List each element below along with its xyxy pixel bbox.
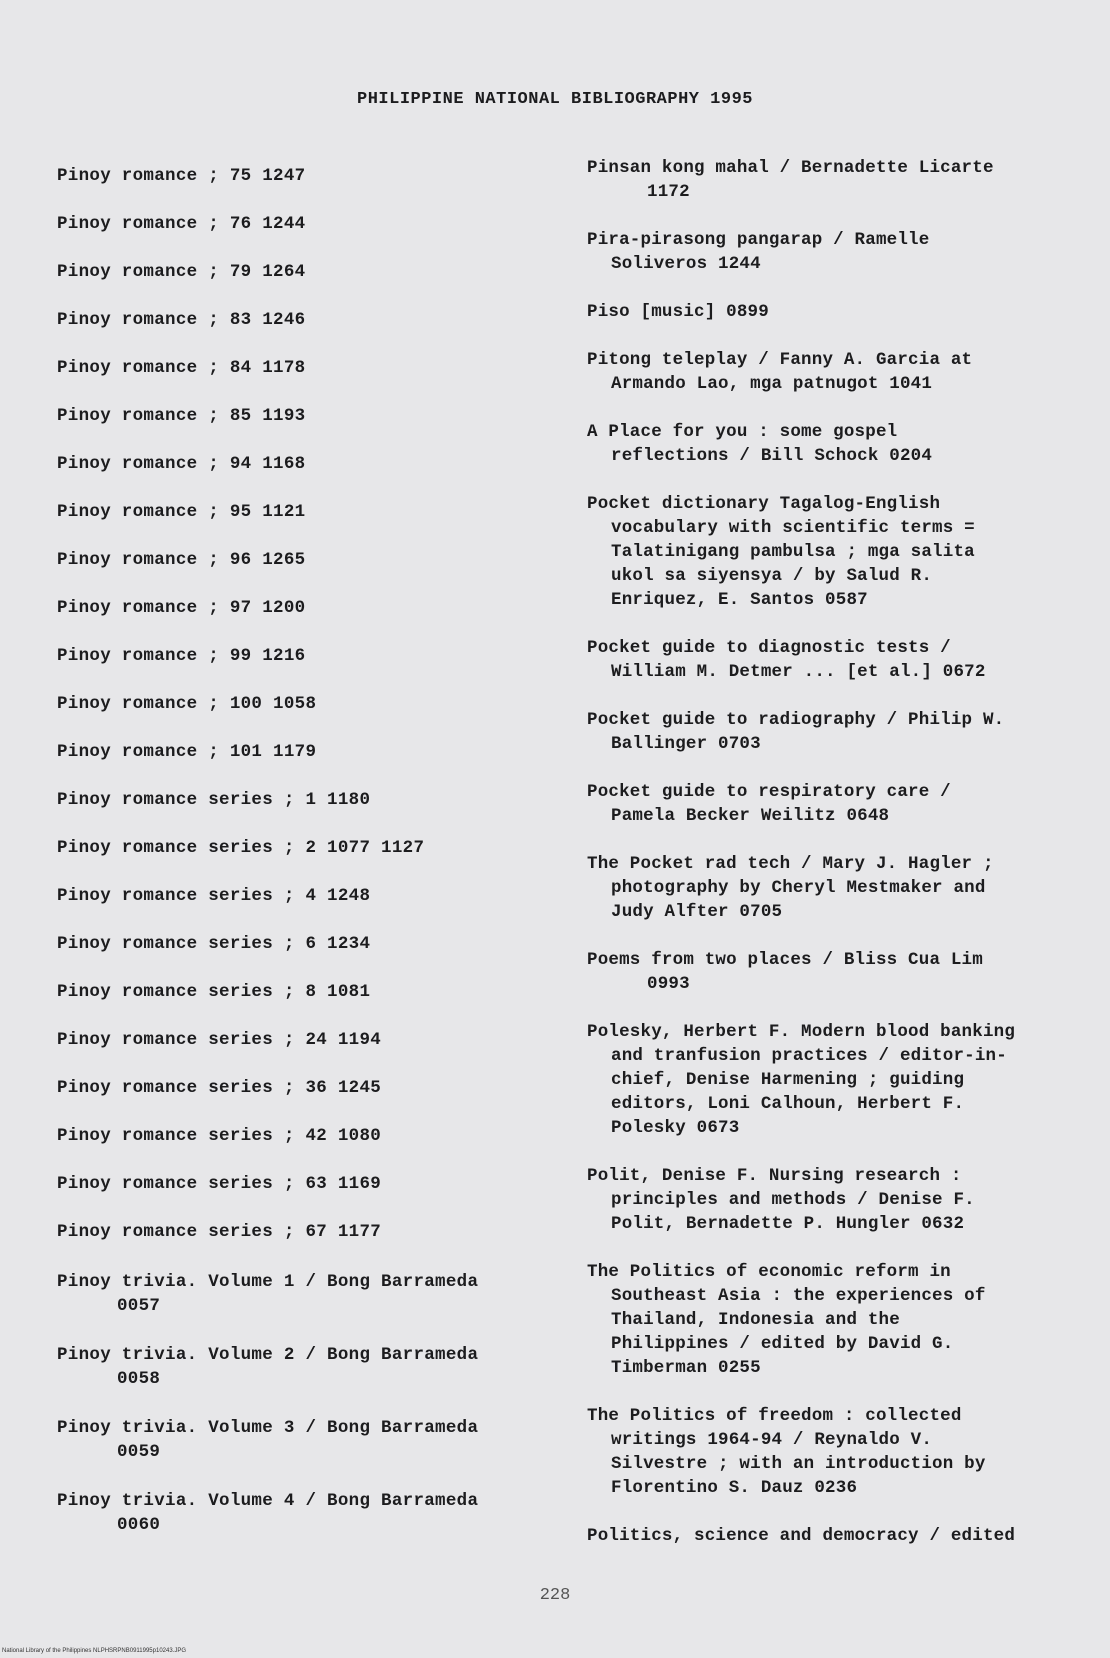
entry-title: Politics, science and democracy / edited (587, 1526, 1016, 1546)
entry-title: Pocket guide to diagnostic tests / (587, 638, 951, 658)
list-item: Pinoy romance series ; 36 1245 (57, 1078, 382, 1098)
entry-continuation: Philippines / edited by David G. (611, 1334, 954, 1354)
entry-title: Pira-pirasong pangarap / Ramelle (587, 230, 930, 250)
list-item: Pinoy romance series ; 67 1177 (57, 1222, 382, 1242)
entry-continuation: Enriquez, E. Santos 0587 (611, 590, 868, 610)
entry-title: Pocket dictionary Tagalog-English (587, 494, 941, 514)
list-item (587, 156, 1092, 204)
entry-continuation: Soliveros 1244 (611, 254, 761, 274)
entry-continuation: Pamela Becker Weilitz 0648 (611, 806, 890, 826)
list-item (587, 1404, 1092, 1500)
entry-continuation: Armando Lao, mga patnugot 1041 (611, 374, 933, 394)
list-item (587, 348, 1092, 396)
list-item: Pinoy romance series ; 24 1194 (57, 1030, 382, 1050)
list-item: Pinoy romance ; 97 1200 (57, 598, 306, 618)
left-column (57, 166, 547, 1562)
list-item (587, 228, 1092, 276)
list-item (587, 1020, 1092, 1140)
entry-continuation: and tranfusion practices / editor-in- (611, 1046, 1007, 1066)
entry-continuation: 0993 (647, 974, 690, 994)
entry-continuation: principles and methods / Denise F. (611, 1190, 975, 1210)
trivia-list (57, 1270, 547, 1537)
list-item: Pinoy romance ; 85 1193 (57, 406, 306, 426)
entry-continuation: Southeast Asia : the experiences of (611, 1286, 986, 1306)
entry-continuation: Ballinger 0703 (611, 734, 761, 754)
scan-footer: National Library of the Philippines NLPHSRPNB0911995p10243.JPG (2, 1648, 186, 1654)
list-item (587, 636, 1092, 684)
entry-title: The Politics of economic reform in (587, 1262, 951, 1282)
entry-title: Pitong teleplay / Fanny A. Garcia at (587, 350, 973, 370)
entry-continuation: editors, Loni Calhoun, Herbert F. (611, 1094, 965, 1114)
entry-continuation: writings 1964-94 / Reynaldo V. (611, 1430, 933, 1450)
list-item (587, 780, 1092, 828)
list-item: Pinoy romance series ; 8 1081 (57, 982, 371, 1002)
list-item (587, 300, 1092, 324)
entry-title: A Place for you : some gospel (587, 422, 898, 442)
list-item: Pinoy romance ; 95 1121 (57, 502, 306, 522)
entry-title: Pinoy trivia. Volume 3 / Bong Barrameda (57, 1418, 479, 1438)
entry-title: The Pocket rad tech / Mary J. Hagler ; (587, 854, 994, 874)
list-item: Pinoy romance ; 99 1216 (57, 646, 306, 666)
entry-title: Pinoy trivia. Volume 2 / Bong Barrameda (57, 1345, 479, 1365)
entry-title: Pinoy trivia. Volume 4 / Bong Barrameda (57, 1491, 479, 1511)
list-item: Pinoy romance ; 83 1246 (57, 310, 306, 330)
list-item (57, 1270, 547, 1318)
list-item (587, 1260, 1092, 1380)
entry-continuation: Thailand, Indonesia and the (611, 1310, 900, 1330)
page-number: 228 (539, 1586, 571, 1605)
entry-continuation: Polit, Bernadette P. Hungler 0632 (611, 1214, 965, 1234)
entry-continuation: chief, Denise Harmening ; guiding (611, 1070, 965, 1090)
entry-title: Polit, Denise F. Nursing research : (587, 1166, 962, 1186)
entry-continuation: 0060 (117, 1515, 161, 1535)
entry-continuation: Florentino S. Dauz 0236 (611, 1478, 858, 1498)
list-item: Pinoy romance ; 75 1247 (57, 166, 306, 186)
list-item (587, 1524, 1092, 1548)
entry-continuation: 0057 (117, 1296, 161, 1316)
list-item: Pinoy romance ; 76 1244 (57, 214, 306, 234)
entry-continuation: 0058 (117, 1369, 161, 1389)
list-item (57, 1489, 547, 1537)
list-item (587, 948, 1092, 996)
entry-continuation: photography by Cheryl Mestmaker and (611, 878, 986, 898)
list-item: Pinoy romance series ; 1 1180 (57, 790, 371, 810)
entry-title: Pinsan kong mahal / Bernadette Licarte (587, 158, 994, 178)
list-item (587, 1164, 1092, 1236)
list-item: Pinoy romance ; 94 1168 (57, 454, 306, 474)
entry-continuation: ukol sa siyensya / by Salud R. (611, 566, 933, 586)
entry-continuation: reflections / Bill Schock 0204 (611, 446, 933, 466)
entry-continuation: 1172 (647, 182, 690, 202)
entry-title: The Politics of freedom : collected (587, 1406, 962, 1426)
entry-title: Pocket guide to radiography / Philip W. (587, 710, 1005, 730)
entry-title: Poems from two places / Bliss Cua Lim (587, 950, 983, 970)
list-item (57, 1416, 547, 1464)
entry-continuation: Polesky 0673 (611, 1118, 740, 1138)
entry-title: Pocket guide to respiratory care / (587, 782, 951, 802)
entry-continuation: vocabulary with scientific terms = (611, 518, 975, 538)
list-item (57, 1343, 547, 1391)
list-item (587, 708, 1092, 756)
list-item: Pinoy romance ; 100 1058 (57, 694, 317, 714)
list-item (587, 852, 1092, 924)
list-item: Pinoy romance ; 79 1264 (57, 262, 306, 282)
list-item (587, 420, 1092, 468)
list-item: Pinoy romance series ; 42 1080 (57, 1126, 382, 1146)
entry-title: Polesky, Herbert F. Modern blood banking (587, 1022, 1016, 1042)
list-item: Pinoy romance ; 101 1179 (57, 742, 317, 762)
list-item: Pinoy romance series ; 4 1248 (57, 886, 371, 906)
entry-continuation: Timberman 0255 (611, 1358, 761, 1378)
list-item: Pinoy romance ; 96 1265 (57, 550, 306, 570)
entry-title: Piso [music] 0899 (587, 302, 769, 322)
list-item: Pinoy romance series ; 2 1077 1127 (57, 838, 425, 858)
list-item (587, 492, 1092, 612)
entry-continuation: William M. Detmer ... [et al.] 0672 (611, 662, 986, 682)
entry-continuation: Silvestre ; with an introduction by (611, 1454, 986, 1474)
entry-title: Pinoy trivia. Volume 1 / Bong Barrameda (57, 1272, 479, 1292)
list-item: Pinoy romance series ; 63 1169 (57, 1174, 382, 1194)
entry-continuation: Talatinigang pambulsa ; mga salita (611, 542, 975, 562)
list-item: Pinoy romance series ; 6 1234 (57, 934, 371, 954)
page-title: PHILIPPINE NATIONAL BIBLIOGRAPHY 1995 (357, 90, 753, 109)
entry-continuation: 0059 (117, 1442, 161, 1462)
entry-continuation: Judy Alfter 0705 (611, 902, 783, 922)
right-column (587, 156, 1092, 1572)
list-item: Pinoy romance ; 84 1178 (57, 358, 306, 378)
